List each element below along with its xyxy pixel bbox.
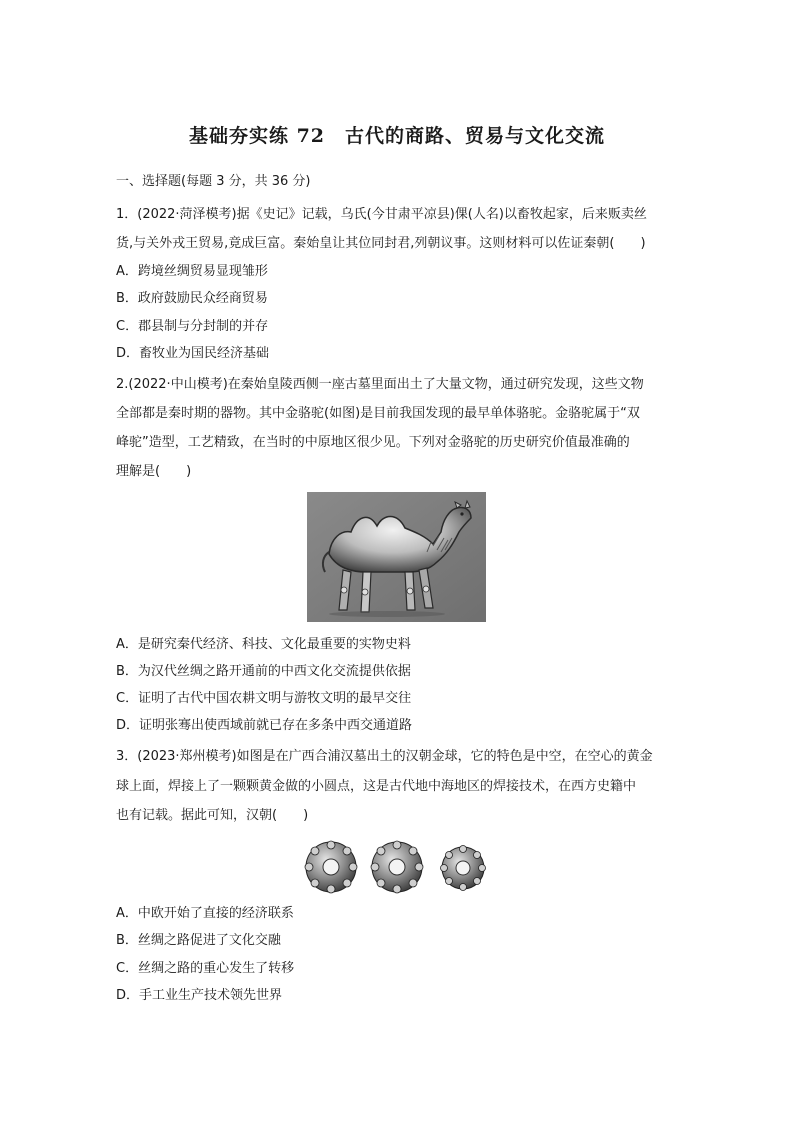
question-2-line-3: 峰驼”造型，工艺精致，在当时的中原地区很少见。下列对金骆驼的历史研究价值最准确的 bbox=[116, 435, 630, 450]
question-2-option-b: B．为汉代丝绸之路开通前的中西文化交流提供依据 bbox=[116, 664, 411, 679]
gold-bead-1 bbox=[305, 841, 357, 893]
question-1-line-1: 1．(2022·菏泽模考)据《史记》记载，乌氏(今甘肃平凉县)倮(人名)以畜牧起家，后来贩卖丝 bbox=[116, 207, 647, 222]
question-1-option-b: B．政府鼓励民众经商贸易 bbox=[116, 291, 268, 306]
question-1-option-d: D．畜牧业为国民经济基础 bbox=[116, 346, 270, 361]
gold-beads-photo bbox=[299, 836, 492, 898]
question-1-option-a: A．跨境丝绸贸易显现雏形 bbox=[116, 264, 268, 279]
question-2-line-4: 理解是( ) bbox=[116, 464, 192, 479]
gold-bead-3 bbox=[441, 846, 486, 891]
question-2-option-c: C．证明了古代中国农耕文明与游牧文明的最早交往 bbox=[116, 691, 412, 706]
question-1-option-c: C．郡县制与分封制的并存 bbox=[116, 319, 269, 334]
question-2-line-2: 全部都是秦时期的器物。其中金骆驼(如图)是目前我国发现的最早单体骆驼。金骆驼属于“双 bbox=[116, 406, 640, 421]
gold-bead-2 bbox=[371, 841, 423, 893]
question-3-line-3: 也有记载。据此可知，汉朝( ) bbox=[116, 808, 309, 823]
question-2-line-1: 2.(2022·中山模考)在秦始皇陵西侧一座古墓里面出土了大量文物，通过研究发现，这些文物 bbox=[116, 377, 644, 392]
question-3-line-1: 3．(2023·郑州模考)如图是在广西合浦汉墓出土的汉朝金球，它的特色是中空，在空心的黄金 bbox=[116, 749, 653, 764]
question-3-option-a: A．中欧开始了直接的经济联系 bbox=[116, 906, 294, 921]
question-1-line-2: 货,与关外戎王贸易,竟成巨富。秦始皇让其位同封君,列朝议事。这则材料可以佐证秦朝( ) bbox=[116, 236, 646, 251]
gold-camel-photo bbox=[307, 492, 486, 622]
page-title: 基础夯实练 72 古代的商路、贸易与文化交流 bbox=[188, 125, 606, 147]
question-3-option-b: B．丝绸之路促进了文化交融 bbox=[116, 933, 281, 948]
question-2-option-d: D．证明张骞出使西域前就已存在多条中西交通道路 bbox=[116, 718, 413, 733]
question-3-option-c: C．丝绸之路的重心发生了转移 bbox=[116, 961, 295, 976]
question-3-line-2: 球上面，焊接上了一颗颗黄金做的小圆点，这是古代地中海地区的焊接技术，在西方史籍中 bbox=[116, 779, 637, 794]
question-3-option-d: D．手工业生产技术领先世界 bbox=[116, 988, 283, 1003]
question-2-option-a: A．是研究秦代经济、科技、文化最重要的实物史料 bbox=[116, 637, 411, 652]
section-heading: 一、选择题(每题 3 分，共 36 分) bbox=[116, 174, 311, 189]
